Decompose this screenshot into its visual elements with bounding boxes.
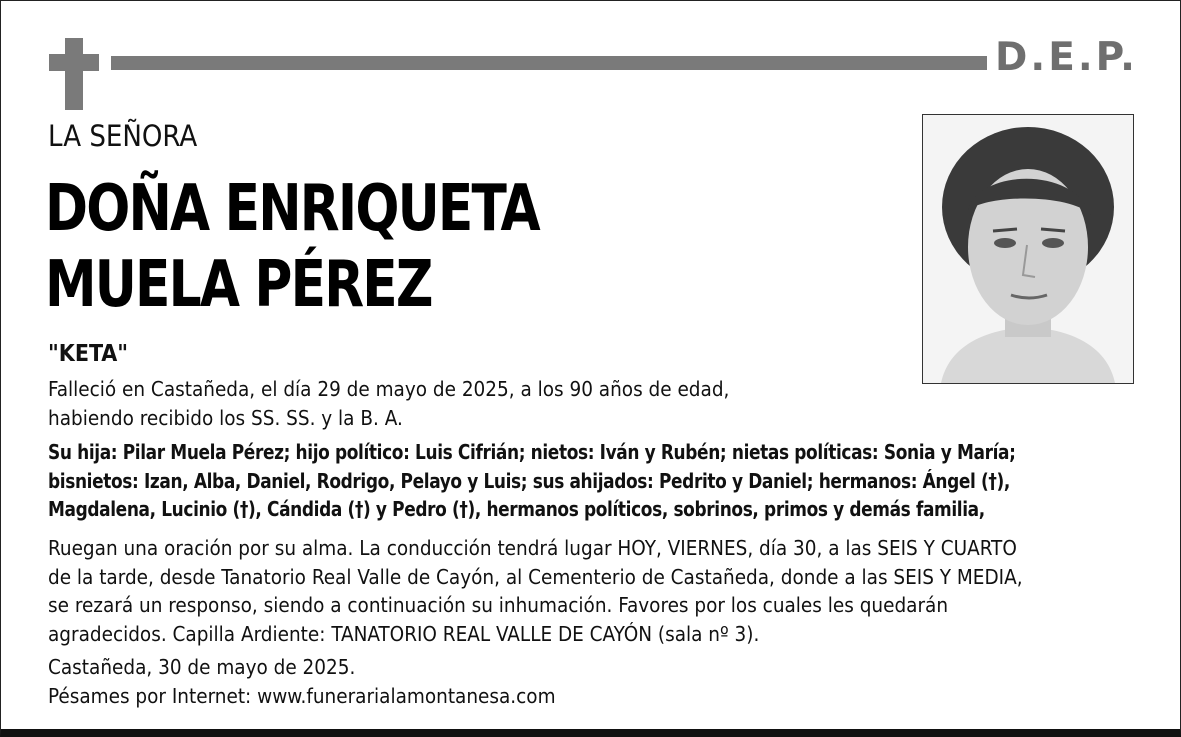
family-line: bisnietos: Izan, Alba, Daniel, Rodrigo, Pelayo y Luis; sus ahijados: Pedrito y Daniel; hermanos: Ángel (†), xyxy=(48,468,1011,493)
header-rule xyxy=(111,56,987,70)
dep-label: D.E.P. xyxy=(995,35,1138,80)
death-notice-line: Falleció en Castañeda, el día 29 de mayo de 2025, a los 90 años de edad, xyxy=(48,377,730,401)
cross-vertical-bar xyxy=(65,38,83,110)
family-line: Magdalena, Lucinio (†), Cándida (†) y Pedro (†), hermanos políticos, sobrinos, primos y demás familia, xyxy=(48,497,985,521)
name-line-1: DOÑA ENRIQUETA xyxy=(45,172,539,246)
intro-label: LA SEÑORA xyxy=(48,119,198,153)
funeral-details-line: agradecidos. Capilla Ardiente: TANATORIO REAL VALLE DE CAYÓN (sala nº 3). xyxy=(48,621,760,646)
funeral-details-line: de la tarde, desde Tanatorio Real Valle de Cayón, al Cementerio de Castañeda, donde a las SEIS Y MEDIA, xyxy=(48,564,1023,589)
funeral-details-line: se rezará un responso, siendo a continuación su inhumación. Favores por los cuales les quedarán xyxy=(48,593,949,617)
funeral-details xyxy=(48,534,1023,648)
death-notice xyxy=(48,375,729,432)
portrait-image xyxy=(923,115,1133,383)
cross-horizontal-bar xyxy=(49,54,99,71)
condolences-link[interactable]: Pésames por Internet: www.funerarialamontanesa.com xyxy=(48,683,556,708)
nickname: "KETA" xyxy=(48,341,129,367)
funeral-details-line: Ruegan una oración por su alma. La conducción tendrá lugar HOY, VIERNES, día 30, a las SEIS Y CUARTO xyxy=(48,536,1017,560)
place-date: Castañeda, 30 de mayo de 2025. xyxy=(48,655,356,679)
name-line-2: MUELA PÉREZ xyxy=(45,248,432,322)
portrait-photo xyxy=(922,114,1134,384)
family-list xyxy=(48,438,1100,524)
family-line: Su hija: Pilar Muela Pérez; hijo político: Luis Cifrián; nietos: Iván y Rubén; nietas políticas: Sonia y María; xyxy=(48,440,1016,464)
death-notice-line: habiendo recibido los SS. SS. y la B. A. xyxy=(48,405,403,430)
deceased-name xyxy=(45,171,594,323)
footer xyxy=(48,653,556,710)
